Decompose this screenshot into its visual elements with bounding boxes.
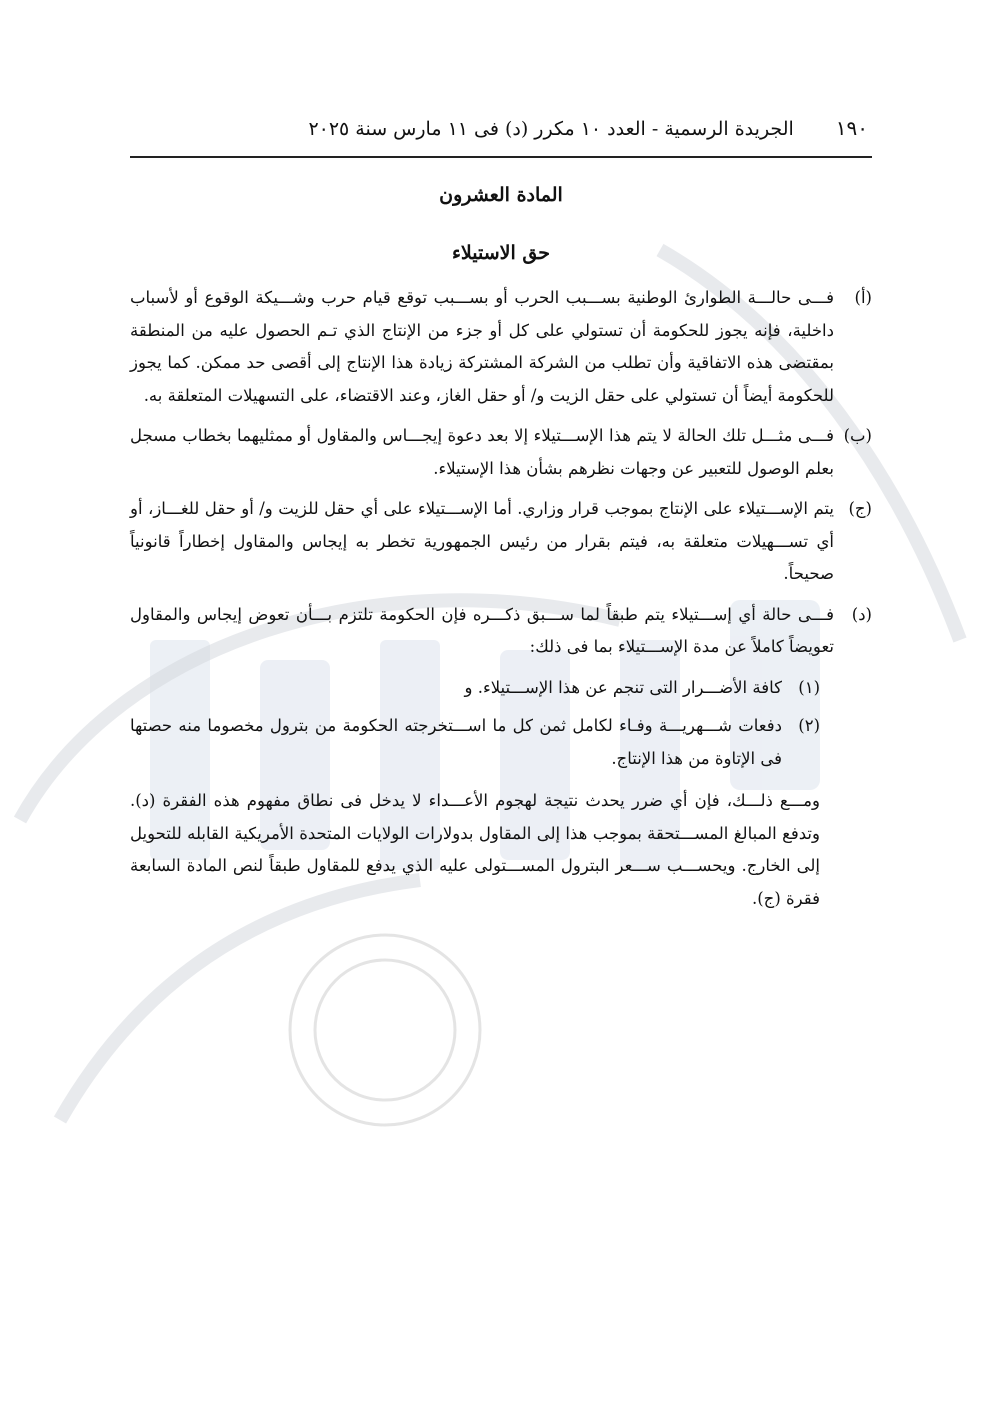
page-number: ١٩٠ (835, 116, 868, 140)
paragraph-d (130, 599, 872, 664)
paragraph-text: يتم الإســـتيلاء على الإنتاج بموجب قرار وزاري. أما الإســـتيلاء على أي حقل للزيت و/ أو حقل للغـــاز، أو أي تســـهيلات متعلقة به، فيتم بقرار من رئيس الجمهورية تخطر به إيجاس والمقاول إخطاراً قانونياً صحيحاً. (130, 499, 834, 583)
paragraph-text: فـــى مثـــل تلك الحالة لا يتم هذا الإســـتيلاء إلا بعد دعوة إيجـــاس والمقاول أو ممثليهما بخطاب مسجل بعلم الوصول للتعبير عن وجهات نظرهم بشأن هذا الإستيلاء. (130, 426, 834, 478)
list-item-number: (١) (798, 677, 820, 697)
paragraph-c (130, 493, 872, 591)
header-rule (130, 156, 872, 158)
running-title: الجريدة الرسمية - العدد ١٠ مكرر (د) فى ١١ مارس سنة ٢٠٢٥ (308, 118, 794, 140)
article-title: المادة العشرون (439, 184, 563, 206)
list-item-text: دفعات شـــهريـــة وفـاء لكامل ثمن كل ما اســـتخرجته الحكومة من بترول مخصوما منه حصتها فى الإتاوة من هذا الإنتاج. (130, 716, 782, 768)
article-subtitle: حق الاستيلاء (452, 242, 550, 264)
paragraph-marker: (د) (851, 604, 872, 624)
paragraph-text: فـــى حالـــة الطوارئ الوطنية بســـبب الحرب أو بســـبب توقع قيام حرب وشـــيكة الوقوع أو لأسباب داخلية، فإنه يجوز للحكومة أن تستولي على كل أو جزء من الإنتاج الذي تـم الحصول عليه من المنطقة بمقتضى هذه الاتفاقية وأن تطلب من الشركة المشتركة زيادة هذا الإنتاج إلى أقصى حد ممكن. كما يجوز للحكومة أيضاً أن تستولي على حقل الزيت و/ أو حقل الغاز، وعند الاقتضاء، على التسهيلات المتعلقة به. (130, 288, 834, 405)
list-item-text: كافة الأضـــرار التى تنجم عن هذا الإســـتيلاء. و (464, 677, 782, 697)
page-header (130, 108, 872, 148)
paragraph-a (130, 282, 872, 412)
paragraph-marker: (أ) (854, 288, 872, 307)
list-item-number: (٢) (798, 716, 820, 735)
paragraph-text: فـــى حالة أي إســـتيلاء يتم طبقاً لما ســـبق ذكـــره فإن الحكومة تلتزم بـــأن تعوض إيجاس والمقاول تعويضاً كاملاً عن مدة الإســـتيلاء بما فى ذلك: (130, 604, 834, 656)
paragraph-marker: (ب) (843, 426, 872, 445)
paragraph-marker: (ج) (848, 499, 872, 518)
paragraph-b (130, 420, 872, 485)
list-item (130, 672, 872, 705)
list-item (130, 710, 872, 775)
closing-paragraph: ومـــع ذلـــك، فإن أي ضرر يحدث نتيجة لهجوم الأعـــداء لا يدخل فى نطاق مفهوم هذه الفقرة (د). وتدفع المبالغ المســـتحقة بموجب هذا إلى المقاول بدولارات الولايات المتحدة الأمريكية القابله للتحويل إلى الخارج. ويحســـب ســـعر البترول المســـتولى عليه الذي يدفع للمقاول طبقاً لنص المادة السابعة فقرة (ج). (130, 791, 820, 908)
document-page (130, 108, 872, 915)
